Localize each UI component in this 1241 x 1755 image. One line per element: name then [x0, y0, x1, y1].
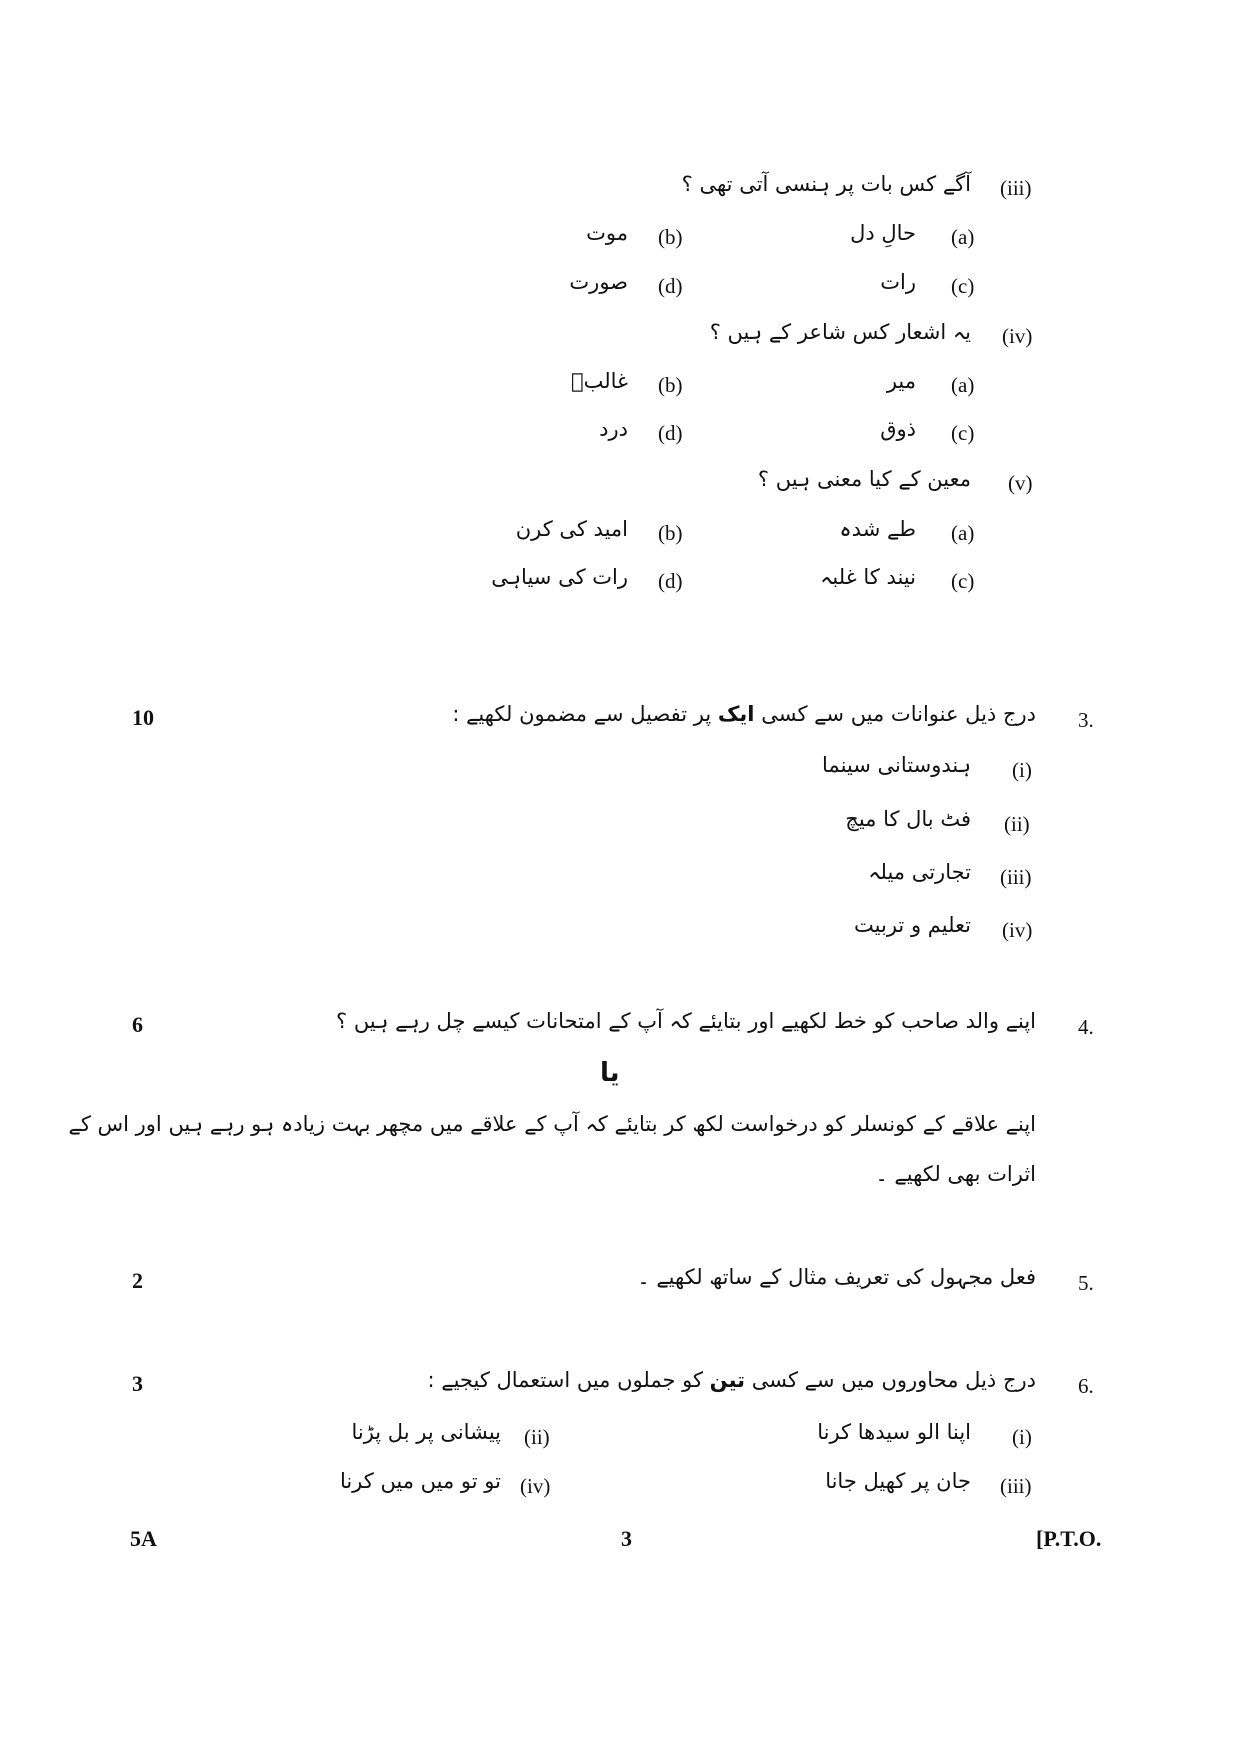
- q3-item-number: (iv): [1002, 918, 1033, 942]
- q3-item-text: ہندوستانی سینما: [822, 753, 971, 777]
- q3-item-text: فٹ بال کا میچ: [845, 807, 971, 831]
- option-label: (b): [658, 225, 683, 249]
- option-text: صورت: [569, 270, 628, 294]
- option-text: موت: [586, 221, 628, 245]
- q2-iii-question: آگے کس بات پر ہنسی آتی تھی ؟: [681, 172, 971, 196]
- option-label: (a): [951, 521, 975, 545]
- q6-item-number: (iv): [520, 1474, 551, 1498]
- q6-item-number: (iii): [1000, 1474, 1032, 1498]
- q3-number: 3.: [1078, 708, 1094, 732]
- q3-item-text: تعلیم و تربیت: [854, 913, 971, 937]
- q6-item-text: جان پر کھیل جانا: [825, 1469, 971, 1493]
- q6-item-text: تو تو میں میں کرنا: [339, 1469, 501, 1493]
- option-label: (b): [658, 373, 683, 397]
- q6-item-number: (ii): [524, 1425, 550, 1449]
- q3-question: [452, 702, 1036, 726]
- q4-marks: 6: [132, 1012, 143, 1037]
- q3-text-before: درج ذیل عنوانات میں سے کسی: [761, 702, 1036, 726]
- q3-marks: 10: [132, 705, 154, 730]
- q6-item-text: پیشانی پر بل پڑنا: [351, 1420, 501, 1444]
- q2-v-number: (v): [1008, 471, 1033, 495]
- page-number: 3: [621, 1526, 632, 1551]
- option-label: (d): [658, 274, 683, 298]
- or-divider: یا: [600, 1058, 620, 1088]
- option-text: امید کی کرن: [515, 517, 628, 541]
- q6-text-bold: تین: [709, 1368, 746, 1392]
- option-label: (c): [951, 274, 975, 298]
- q2-iii-number: (iii): [1000, 176, 1032, 200]
- q6-text-after: کو جملوں میں استعمال کیجیے :: [427, 1368, 703, 1392]
- option-text: میر: [886, 369, 916, 393]
- option-text: حالِ دل: [850, 221, 916, 245]
- option-text: ذوق: [880, 417, 916, 441]
- q4-alt-line-1: اپنے علاقے کے کونسلر کو درخواست لکھ کر بتایئے کہ آپ کے علاقے میں مچھر بہت زیادہ ہو رہے ہیں اور اس کے: [68, 1112, 1036, 1136]
- q3-item-number: (i): [1012, 758, 1032, 782]
- q2-iv-number: (iv): [1002, 324, 1033, 348]
- option-text: غالبؔ: [570, 369, 628, 393]
- q3-item-number: (ii): [1004, 812, 1030, 836]
- q3-item-text: تجارتی میلہ: [868, 860, 971, 884]
- option-label: (a): [951, 225, 975, 249]
- q4-question: اپنے والد صاحب کو خط لکھیے اور بتایئے کہ آپ کے امتحانات کیسے چل رہے ہیں ؟: [336, 1009, 1036, 1033]
- q6-text-before: درج ذیل محاوروں میں سے کسی: [751, 1368, 1036, 1392]
- q6-item-text: اپنا الو سیدھا کرنا: [817, 1420, 971, 1444]
- option-text: رات: [880, 270, 916, 294]
- q6-marks: 3: [132, 1371, 143, 1396]
- option-label: (c): [951, 569, 975, 593]
- q3-text-after: پر تفصیل سے مضمون لکھیے :: [452, 702, 712, 726]
- option-label: (d): [658, 421, 683, 445]
- q2-v-question: معین کے کیا معنی ہیں ؟: [757, 467, 971, 491]
- option-text: رات کی سیاہی: [491, 565, 628, 589]
- q4-alt-line-2: اثرات بھی لکھیے ۔: [875, 1162, 1036, 1186]
- q3-text-bold: ایک: [717, 702, 755, 726]
- option-text: نیند کا غلبہ: [820, 565, 916, 589]
- q6-number: 6.: [1078, 1374, 1094, 1398]
- option-text: طے شدہ: [839, 517, 916, 541]
- q3-item-number: (iii): [1000, 865, 1032, 889]
- option-label: (d): [658, 569, 683, 593]
- option-label: (c): [951, 421, 975, 445]
- option-text: درد: [599, 417, 628, 441]
- option-label: (b): [658, 521, 683, 545]
- q5-number: 5.: [1078, 1271, 1094, 1295]
- q5-question: فعل مجہول کی تعریف مثال کے ساتھ لکھیے ۔: [637, 1265, 1036, 1289]
- q5-marks: 2: [132, 1268, 143, 1293]
- pto-label: [P.T.O.: [1036, 1526, 1102, 1551]
- q4-number: 4.: [1078, 1015, 1094, 1039]
- q6-question: [428, 1368, 1036, 1392]
- option-label: (a): [951, 373, 975, 397]
- q6-item-number: (i): [1012, 1425, 1032, 1449]
- paper-code: 5A: [130, 1526, 157, 1551]
- q2-iv-question: یہ اشعار کس شاعر کے ہیں ؟: [709, 320, 971, 344]
